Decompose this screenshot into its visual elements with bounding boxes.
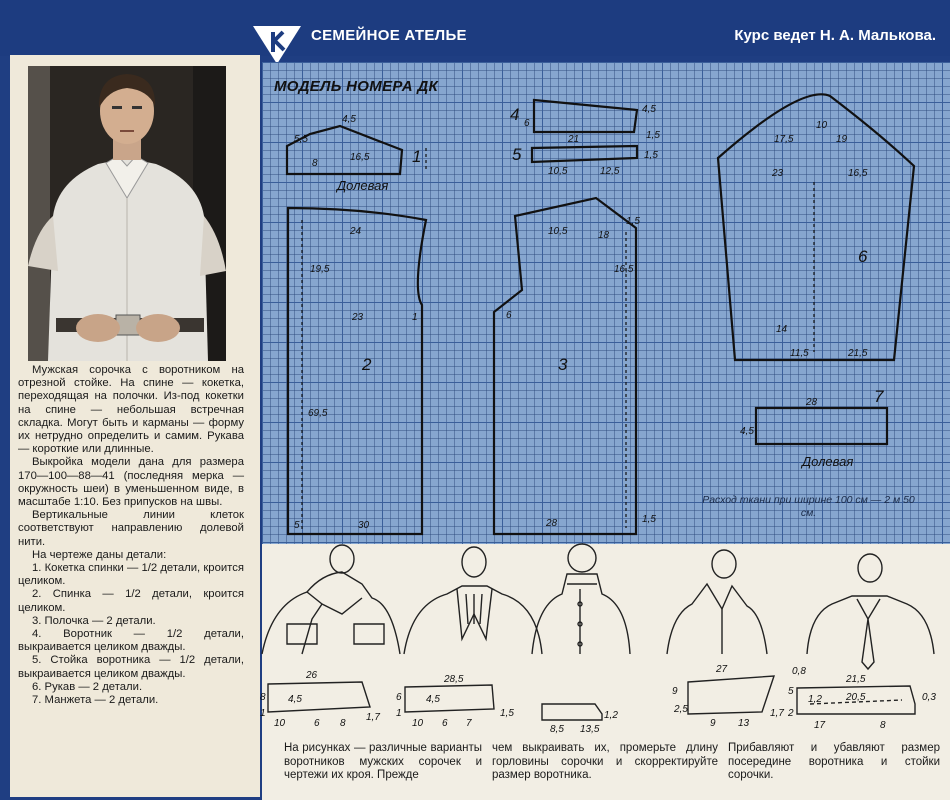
back-number: 2 [362,355,372,374]
collar-measure: 1,7 [366,712,380,723]
pattern-drawing [262,62,950,544]
collar-measure: 26 [306,670,318,681]
parts-list-item: 1. Кокетка спинки — 1/2 детали, кроится целиком. [18,562,244,588]
collar-number: 4 [510,105,520,124]
bottom-paragraph: чем выкраивать их, промерьте длину горловины сорочки и скорректируйте размер воротника. [492,742,718,781]
collar-measure: 1,5 [646,130,660,141]
back-measure: 24 [350,226,362,237]
collar-measure: 1,7 [770,708,784,719]
sleeve-measure: 14 [776,324,788,335]
front-measure: 10,5 [548,226,568,237]
bottom-text-column [492,742,718,783]
stand-number: 5 [512,145,522,164]
bottom-paragraph: Прибавляют и убавляют размер посередине воротника и стойки сорочки. [728,742,940,781]
atelier-logo-icon [253,22,301,64]
collar-measure: 1 [260,708,266,719]
collar-measure: 6 [314,718,320,729]
cuff-outline [756,408,887,444]
description-paragraph: Вертикальные линии клеток соответствуют направлению долевой нити. [18,509,244,548]
collar-measure: 0,3 [922,692,936,703]
cuff-number: 7 [874,387,884,406]
collar-measure: 2 [788,708,794,719]
back-measure: 19,5 [310,264,330,275]
collar-measure: 28,5 [444,674,464,685]
course-author: Курс ведет Н. А. Малькова. [734,27,936,44]
description-paragraph: Мужская сорочка с воротником на отрезной стойке. На спине — кокетка, переходящая на полочки. Из-под кокетки на спине — небольшая встречная складка. Могут быть и карманы — форму их нетрудно определить и самим. Рукава — короткие или длинные. [18,364,244,456]
section-title: СЕМЕЙНОЕ АТЕЛЬЕ [311,27,467,44]
sleeve-measure: 21,5 [848,348,868,359]
yoke-measure: 4,5 [342,114,356,125]
front-measure: 1,5 [642,514,656,525]
collar-measure: 5 [788,686,794,697]
cuff-measure: 28 [806,397,818,408]
collar-measure: 21,5 [846,674,866,685]
stand-outline [532,146,637,162]
sleeve-measure: 19 [836,134,848,145]
collar-variant-1 [262,545,400,654]
collar-measure: 8 [880,720,886,731]
fabric-consumption: Расход ткани при ширине 100 см — 2 м 50 см. [702,494,915,519]
collar-measure: 1,2 [604,710,618,721]
collar-measure: 17 [814,720,826,731]
collar-measure: 8,5 [550,724,564,735]
collar-measure: 1 [396,708,402,719]
collar-variant-4 [667,550,767,654]
description-paragraph: На чертеже даны детали: [32,548,167,561]
description-text [18,364,244,707]
collar-measure: 2,5 [674,704,688,715]
parts-list-item: 6. Рукав — 2 детали. [32,680,143,693]
collar-measure: 0,8 [792,666,806,677]
collar-measure: 10 [412,718,424,729]
parts-list-item: 4. Воротник — 1/2 детали, выкраивается целиком дважды. [18,628,244,654]
front-measure: 28 [546,518,558,529]
collar-variant-2 [404,547,542,654]
collar-measure: 21 [568,134,580,145]
collar-measure: 13,5 [580,724,600,735]
collar-outline [534,100,637,132]
bottom-text-column [284,742,482,783]
back-measure: 1 [412,312,418,323]
collar-measure: 9 [710,718,716,729]
collar-variant-5 [807,554,934,669]
sleeve-measure: 17,5 [774,134,794,145]
cuff-measure: 4,5 [740,426,754,437]
parts-list-item: 3. Полочка — 2 детали. [32,614,156,627]
parts-list-item: 7. Манжета — 2 детали. [32,694,159,707]
yoke-measure: 16,5 [350,152,370,163]
collar-variant-3 [532,544,630,654]
collar-illustrations [262,544,950,744]
collar-measure: 1,2 [808,694,822,705]
collar-measure: 4,5 [642,104,656,115]
sleeve-number: 6 [858,247,868,266]
collar-measure: 8 [260,692,266,703]
front-number: 3 [558,355,568,374]
collar-measure: 27 [716,664,728,675]
yoke-measure: 8 [312,158,318,169]
sleeve-measure: 10 [816,120,828,131]
collar-measure: 20,5 [846,692,866,703]
sleeve-measure: 23 [772,168,784,179]
collar-measure: 7 [466,718,472,729]
sleeve-measure: 11,5 [790,348,809,359]
yoke-measure: 5,5 [294,134,308,145]
front-measure: 18 [598,230,610,241]
collar-measure: 4,5 [426,694,440,705]
collar-measure: 6 [524,118,530,129]
back-measure: 30 [358,520,370,531]
back-measure: 5 [294,520,300,531]
front-measure: 16,5 [614,264,634,275]
stand-measure: 10,5 [548,166,568,177]
parts-list-item: 2. Спинка — 1/2 детали, кроится целиком. [18,588,244,614]
description-paragraph: Выкройка модели дана для размера 170—100—88—41 (последняя мерка — окружность шеи) в уменьшенном виде, в масштабе 1:10. Без припусков на швы. [18,456,244,509]
stand-measure: 1,5 [644,150,658,161]
collar-measure: 4,5 [288,694,302,705]
stand-measure: 12,5 [600,166,620,177]
grain-label: Долевая [337,178,389,193]
sleeve-measure: 16,5 [848,168,868,179]
collar-measure: 6 [396,692,402,703]
collar-measure: 8 [340,718,346,729]
collar-measure: 1,5 [500,708,514,719]
collar-measure: 6 [442,718,448,729]
yoke-number: 1 [412,147,422,166]
parts-list-item: 5. Стойка воротника — 1/2 детали, выкраивается целиком дважды. [18,654,244,680]
bottom-paragraph: На рисунках — различные варианты воротников мужских сорочек и чертежи их кроя. Прежде [284,742,482,781]
back-outline [288,208,426,534]
bottom-text-column [728,742,940,783]
back-measure: 69,5 [308,408,328,419]
sleeve-outline [718,94,914,360]
collar-measure: 10 [274,718,286,729]
pattern-title: МОДЕЛЬ НОМЕРА ДК [274,78,438,95]
front-measure: 1,5 [626,216,640,227]
front-measure: 6 [506,310,512,321]
collar-measure: 13 [738,718,750,729]
model-photo [28,66,226,361]
grain-label: Долевая [802,454,854,469]
collar-measure: 9 [672,686,678,697]
back-measure: 23 [352,312,364,323]
